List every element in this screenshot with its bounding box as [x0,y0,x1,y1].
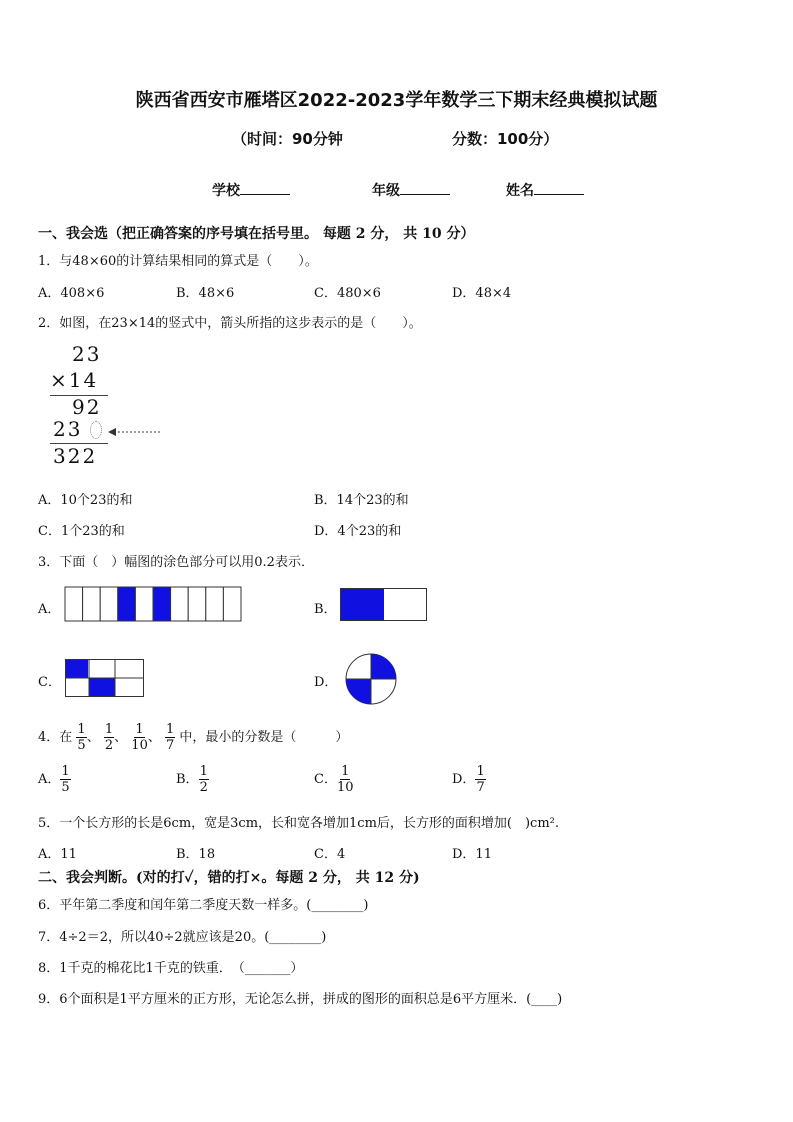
grade-blank[interactable] [400,194,450,195]
grade-label: 年级 [372,183,400,199]
q5-option-b[interactable]: B．18 [176,847,216,862]
strip-cell [135,587,153,621]
q3-option-a-label[interactable]: A． [38,602,61,617]
mult-placeholder-zero [90,421,102,439]
mult-row-4: 23 [53,417,83,441]
q2-option-c[interactable]: C．1个23的和 [38,524,125,539]
strip-cell [100,587,118,621]
school-field[interactable] [212,180,290,200]
q5-option-a[interactable]: A．11 [38,847,77,862]
exam-score: 分数：100分） [452,130,559,148]
q4-option-c[interactable]: C． $\frac{1}{10}$ [314,764,354,795]
q4-fraction-3: $\frac{1}{10}$ [131,722,148,753]
strip-cell [171,587,189,621]
section-1-title: 一、我会选（把正确答案的序号填在括号里。 每题 2 分， 共 10 分） [38,226,475,242]
q3-option-c-label[interactable]: C． [38,675,61,690]
question-1: 1．与48×60的计算结果相同的算式是（ ）。 [38,254,318,269]
q5-option-c[interactable]: C．4 [314,847,346,862]
q2-option-b[interactable]: B．14个23的和 [314,493,409,508]
strip-cell [206,587,224,621]
q4-prefix: 4．在 [38,730,73,745]
question-8[interactable]: 8．1千克的棉花比1千克的铁重． （_______） [38,961,304,976]
strip-cell [188,587,206,621]
question-6[interactable]: 6．平年第二季度和闰年第二季度天数一样多。(________) [38,898,369,913]
name-blank[interactable] [534,194,584,195]
q3-figure-c[interactable] [65,659,145,703]
q4-suffix: 中，最小的分数是（ ） [179,730,349,745]
question-5: 5．一个长方形的长是6cm，宽是3cm，长和宽各增加1cm后，长方形的面积增加( )cm². [38,816,560,831]
q4-option-b[interactable]: B． $\frac{1}{2}$ [176,764,208,795]
strip-cell [223,587,241,621]
mult-row-5: 322 [53,444,98,468]
name-label: 姓名 [506,183,534,199]
q1-option-c[interactable]: C．480×6 [314,286,381,301]
strip-cell [65,587,83,621]
q3-option-b-label[interactable]: B． [314,602,337,617]
question-2: 2．如图，在23×14的竖式中，箭头所指的这步表示的是（ ）。 [38,316,422,331]
strip-cell [118,587,136,621]
q2-option-a[interactable]: A．10个23的和 [38,493,133,508]
grade-field[interactable] [372,180,450,200]
name-field[interactable] [506,180,584,200]
q5-option-d[interactable]: D．11 [452,847,492,862]
q4-fraction-1: $\frac{1}{5}$ [77,722,86,753]
school-label: 学校 [212,183,240,199]
mult-row-3: 92 [72,395,102,419]
question-4: 4．在 $\frac{1}{5}$ 、 $\frac{1}{2}$ 、 $\frac{1}{10}$ 、 $\frac{1}{7}$ 中，最小的分数是（ ） [38,722,349,753]
q1-option-b[interactable]: B．48×6 [176,286,235,301]
strip-cell [153,587,171,621]
q3-option-d-label[interactable]: D． [314,675,338,690]
q4-option-a[interactable]: A． $\frac{1}{5}$ [38,764,70,795]
strip-cell [83,587,101,621]
page-title: 陕西省西安市雁塔区2022-2023学年数学三下期末经典模拟试题 [135,90,658,111]
q1-option-d[interactable]: D．48×4 [452,286,512,301]
school-blank[interactable] [240,194,290,195]
q4-fraction-2: $\frac{1}{2}$ [104,722,114,753]
arrow-icon [108,423,164,442]
question-9[interactable]: 9．6个面积是1平方厘米的正方形，无论怎么拼，拼成的图形的面积总是6平方厘米．(____) [38,992,563,1007]
q3-figure-b[interactable] [340,588,428,626]
q4-fraction-4: $\frac{1}{7}$ [166,722,175,753]
exam-time: （时间：90分钟 [232,130,343,148]
q3-figure-d[interactable] [344,650,398,712]
mult-row-2: ×14 [50,368,99,392]
q3-figure-a[interactable] [64,586,244,628]
question-7[interactable]: 7．4÷2＝2，所以40÷2就应该是20。(________) [38,930,327,945]
section-2-title: 二、我会判断。(对的打✓，错的打×。每题 2 分， 共 12 分) [38,870,420,886]
q2-option-d[interactable]: D．4个23的和 [314,524,402,539]
mult-row-1: 23 [72,342,102,366]
q4-option-d[interactable]: D． $\frac{1}{7}$ [452,764,485,795]
q1-option-a[interactable]: A．408×6 [38,286,105,301]
question-3: 3．下面（ ）幅图的涂色部分可以用0.2表示． [38,555,314,570]
